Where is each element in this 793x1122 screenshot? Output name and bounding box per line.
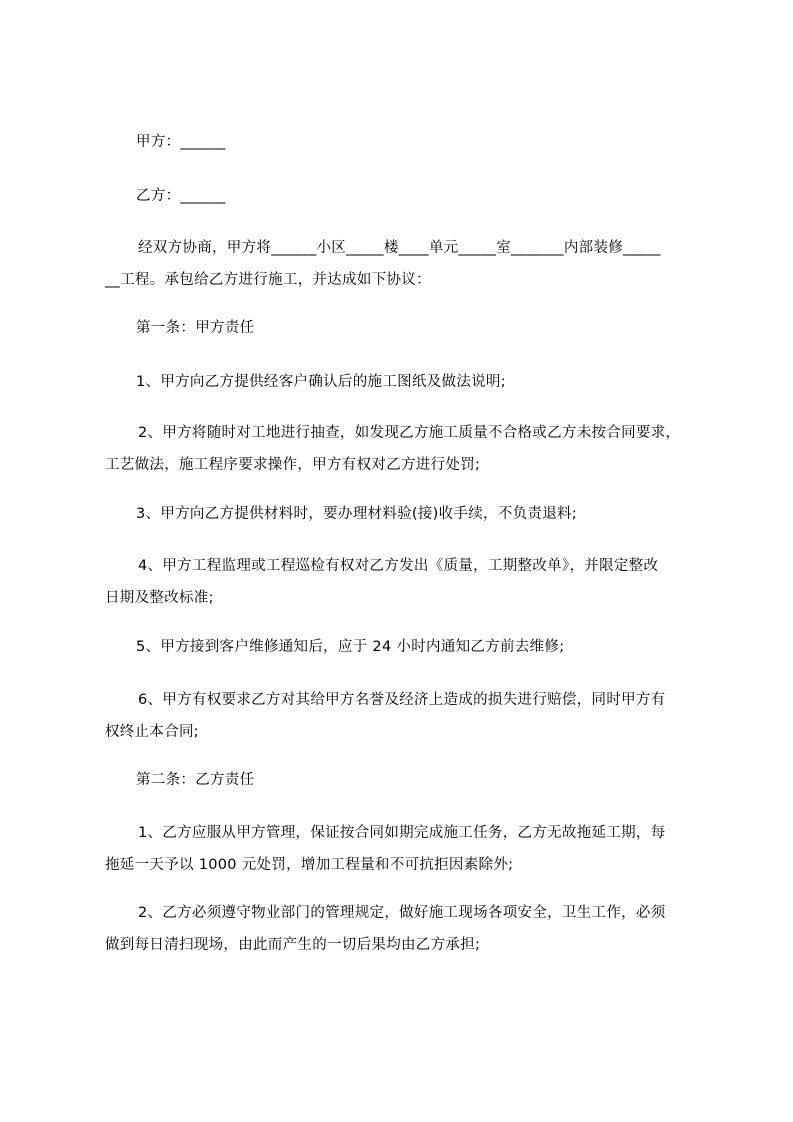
party-b-text: 乙方：______ [136,188,226,204]
clause-a1-text: 1、甲方向乙方提供经客户确认后的施工图纸及做法说明; [136,374,506,390]
clause-a4 [105,550,725,614]
section1-title: 第一条：甲方责任 [136,320,255,336]
clause-a3 [136,498,756,530]
clause-a1 [136,366,756,398]
party-a-text: 甲方：______ [136,134,226,150]
clause-a2-line-2: 工艺做法，施工程序要求操作，甲方有权对乙方进行处罚; [105,457,481,473]
clause-a2-line-1: 2、甲方将随时对工地进行抽查，如发现乙方施工质量不合格或乙方未按合同要求， [138,425,681,441]
clause-a6-line-1: 6、甲方有权要求乙方对其给甲方名誉及经济上造成的损失进行赔偿，同时甲方有 [138,692,666,708]
clause-b2-line-2: 做到每日清扫现场，由此而产生的一切后果均由乙方承担; [105,937,481,953]
party-a-line [136,126,756,158]
clause-a4-line-1: 4、甲方工程监理或工程巡检有权对乙方发出《质量，工期整改单》，并限定整改 [138,558,659,574]
clause-b2 [105,897,725,961]
intro-paragraph [105,232,725,296]
clause-a6-line-2: 权终止本合同; [105,724,199,740]
clause-b1-line-1: 1、乙方应服从甲方管理，保证按合同如期完成施工任务，乙方无故拖延工期，每 [138,825,666,841]
section2-heading [136,764,756,796]
intro-line-1: 经双方协商，甲方将______小区_____楼____单元_____室_______内部装修_____ [138,240,661,256]
clause-a2 [105,417,725,481]
clause-a5-text: 5、甲方接到客户维修通知后，应于 24 小时内通知乙方前去维修; [136,639,565,655]
clause-a4-line-2: 日期及整改标准; [105,590,214,606]
party-b-line [136,180,756,212]
section1-heading [136,312,756,344]
clause-b2-line-1: 2、乙方必须遵守物业部门的管理规定，做好施工现场各项安全，卫生工作，必须 [138,905,666,921]
section2-title: 第二条：乙方责任 [136,772,255,788]
clause-a6 [105,684,725,748]
clause-b1-line-2: 拖延一天予以 1000 元处罚，增加工程量和不可抗拒因素除外; [105,857,514,873]
intro-line-2: __工程。承包给乙方进行施工，并达成如下协议： [105,272,431,288]
clause-a5 [136,631,756,663]
clause-b1 [105,817,725,881]
clause-a3-text: 3、甲方向乙方提供材料时，要办理材料验(接)收手续，不负责退料; [136,506,578,522]
